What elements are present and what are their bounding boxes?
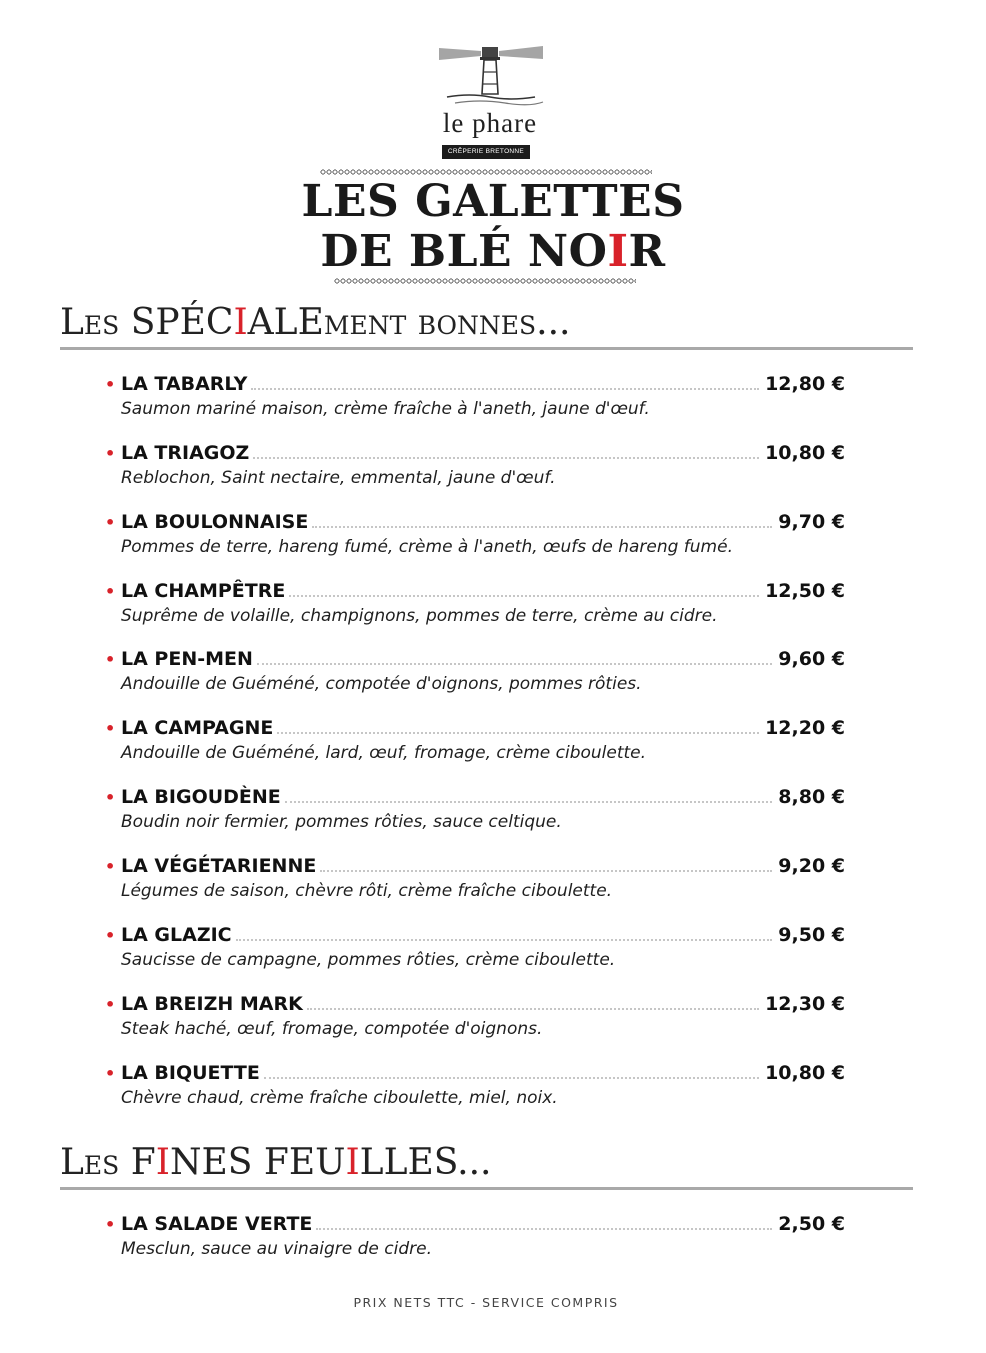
menu-item-price: 9,50 € — [778, 923, 845, 946]
dot-leader — [257, 663, 772, 665]
menu-item-row — [105, 508, 845, 534]
menu-item-description: Pommes de terre, hareng fumé, crème à l'aneth, œufs de hareng fumé. — [121, 536, 733, 557]
menu-item-row — [105, 990, 845, 1016]
menu-item — [105, 990, 845, 1050]
bullet-icon: • — [105, 443, 116, 463]
page-title-line-1: LES GALETTES — [301, 176, 685, 227]
dot-leader — [320, 870, 772, 872]
menu-item-row — [105, 1210, 845, 1236]
bullet-icon: • — [105, 650, 116, 670]
menu-item-row — [105, 370, 845, 396]
menu-item-name: LA BREIZH MARK — [121, 992, 303, 1015]
dot-leader — [289, 595, 759, 597]
menu-item-name: LA BOULONNAISE — [121, 510, 309, 533]
menu-item-price: 10,80 € — [765, 1061, 845, 1084]
menu-item-price: 8,80 € — [778, 786, 845, 809]
menu-item-description: Mesclun, sauce au vinaigre de cidre. — [121, 1239, 432, 1259]
title-ornament-top — [320, 168, 652, 176]
menu-item-description: Boudin noir fermier, pommes rôties, sauce celtique. — [121, 812, 562, 833]
title-ornament-bottom — [334, 277, 636, 285]
menu-item — [105, 645, 845, 705]
menu-item-name: LA SALADE VERTE — [121, 1213, 313, 1235]
menu-item-row — [105, 714, 845, 740]
bullet-icon: • — [105, 719, 116, 739]
menu-item-price: 12,30 € — [765, 992, 845, 1015]
menu-item-description: Steak haché, œuf, fromage, compotée d'oignons. — [121, 1018, 543, 1039]
dot-leader — [236, 939, 773, 941]
menu-item-row — [105, 783, 845, 809]
dot-leader — [312, 526, 772, 528]
menu-item — [105, 439, 845, 499]
title-accent-letter: I — [607, 226, 629, 277]
menu-item-row — [105, 577, 845, 603]
menu-item-description: Andouille de Guéméné, lard, œuf, fromage, crème ciboulette. — [121, 743, 647, 764]
menu-item-price: 12,50 € — [765, 579, 845, 602]
menu-item — [105, 852, 845, 912]
menu-item-price: 2,50 € — [778, 1213, 845, 1235]
bullet-icon: • — [105, 375, 116, 394]
menu-item-name: LA BIQUETTE — [121, 1061, 260, 1084]
menu-item — [105, 577, 845, 637]
bullet-icon: • — [105, 581, 116, 601]
menu-item — [105, 1059, 845, 1119]
menu-item-description: Reblochon, Saint nectaire, emmental, jaune d'œuf. — [121, 467, 556, 488]
menu-item-row — [105, 852, 845, 878]
dot-leader — [264, 1077, 759, 1079]
brand-tagline: CRÊPERIE BRETONNE — [442, 145, 530, 159]
section-heading-specialement: Les SPÉCIALEment bonnes... — [60, 302, 571, 343]
brand-name: le phare — [442, 108, 538, 138]
dot-leader — [253, 457, 759, 459]
menu-item-description: Andouille de Guéméné, compotée d'oignons, pommes rôties. — [121, 674, 642, 695]
menu-item-price: 12,20 € — [765, 717, 845, 740]
menu-item-name: LA BIGOUDÈNE — [121, 786, 281, 809]
menu-item-price: 9,60 € — [778, 648, 845, 671]
dot-leader — [307, 1008, 759, 1010]
bullet-icon: • — [105, 925, 116, 945]
dot-leader — [285, 801, 772, 803]
menu-item — [105, 508, 845, 568]
menu-item — [105, 1210, 845, 1270]
menu-item-name: LA PEN-MEN — [121, 648, 253, 671]
menu-item-name: LA CHAMPÊTRE — [121, 579, 286, 602]
menu-item-description: Légumes de saison, chèvre rôti, crème fraîche ciboulette. — [121, 880, 613, 901]
bullet-icon: • — [105, 1063, 116, 1083]
menu-item-row — [105, 645, 845, 671]
menu-item-description: Chèvre chaud, crème fraîche ciboulette, miel, noix. — [121, 1087, 558, 1108]
menu-item-row — [105, 1059, 845, 1085]
menu-item-price: 10,80 € — [765, 441, 845, 464]
footer-note: PRIX NETS TTC - SERVICE COMPRIS — [353, 1295, 619, 1310]
dot-leader — [316, 1228, 772, 1230]
menu-item-description: Saucisse de campagne, pommes rôties, crème ciboulette. — [121, 949, 616, 970]
bullet-icon: • — [105, 994, 116, 1014]
bullet-icon: • — [105, 788, 116, 808]
menu-item-row — [105, 921, 845, 947]
menu-item — [105, 783, 845, 843]
menu-item-description: Suprême de volaille, champignons, pommes de terre, crème au cidre. — [121, 605, 718, 626]
menu-item — [105, 370, 845, 430]
menu-item-name: LA TRIAGOZ — [121, 441, 250, 464]
section-heading-fines-feuilles: Les FINES FEUILLES... — [60, 1142, 492, 1183]
menu-item-price: 12,80 € — [765, 373, 845, 395]
menu-item-description: Saumon mariné maison, crème fraîche à l'aneth, jaune d'œuf. — [121, 399, 650, 419]
bullet-icon: • — [105, 512, 116, 532]
menu-item-name: LA GLAZIC — [121, 923, 232, 946]
bullet-icon: • — [105, 1215, 116, 1234]
section-divider — [60, 1187, 913, 1190]
dot-leader — [277, 732, 759, 734]
menu-item — [105, 921, 845, 981]
menu-item-price: 9,70 € — [778, 510, 845, 533]
menu-item-price: 9,20 € — [778, 854, 845, 877]
page-title-line-2: DE BLÉ NOIR — [320, 226, 666, 277]
brand-logo — [425, 42, 555, 164]
menu-item-name: LA CAMPAGNE — [121, 717, 274, 740]
menu-item — [105, 714, 845, 774]
dot-leader — [251, 388, 759, 390]
menu-item-name: LA TABARLY — [121, 373, 248, 395]
bullet-icon: • — [105, 856, 116, 876]
menu-item-row — [105, 439, 845, 465]
section-divider — [60, 347, 913, 350]
lighthouse-icon — [425, 42, 555, 112]
menu-item-name: LA VÉGÉTARIENNE — [121, 854, 317, 877]
